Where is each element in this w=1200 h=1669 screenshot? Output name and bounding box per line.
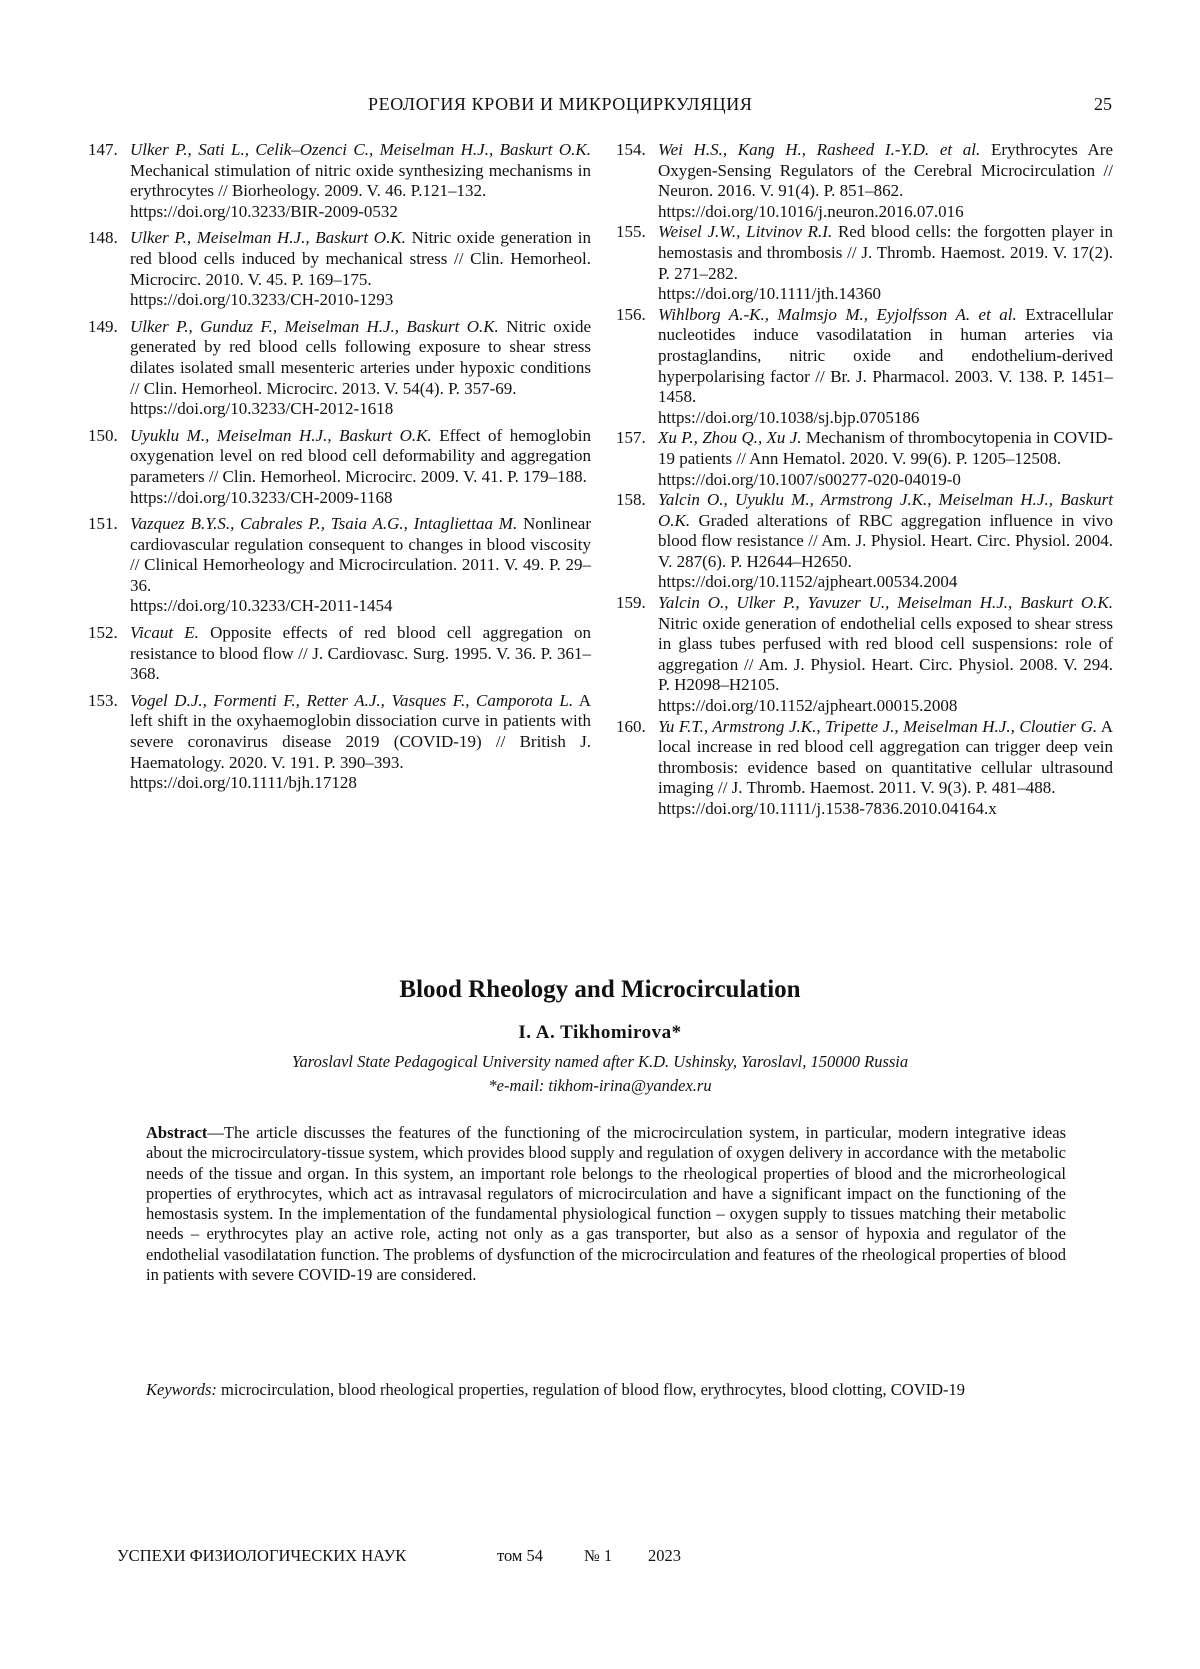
reference-authors: Ulker P., Sati L., Celik–Ozenci C., Meiselman H.J., Baskurt O.K. [130,140,591,159]
page-number: 25 [1094,94,1112,115]
reference-text: A left shift in the oxyhaemoglobin dissociation curve in patients with severe coronavirus disease 2019 (COVID-19) // British J. Haematology. 2020. V. 191. P. 390–393. [130,691,591,772]
reference-number: 157. [616,428,646,449]
reference-number: 159. [616,593,646,614]
reference-number: 147. [88,140,118,161]
reference-item [88,140,591,222]
footer-year: 2023 [648,1546,681,1566]
reference-number: 160. [616,717,646,738]
reference-number: 152. [88,623,118,644]
reference-text: Erythrocytes Are Oxygen-Sensing Regulators of the Cerebral Microcirculation // Neuron. 2016. V. 91(4). P. 851–862. [658,140,1113,200]
reference-text: Mechanism of thrombocytopenia in COVID-19 patients // Ann Hematol. 2020. V. 99(6). P. 1205–12508. [658,428,1113,468]
reference-number: 148. [88,228,118,249]
reference-text: Nitric oxide generation of endothelial cells exposed to shear stress in glass tubes perfused with red blood cell suspensions: role of aggregation // Am. J. Physiol. Heart. Circ. Physiol. 2008. V. 294. P. H2098–H2105. [658,614,1113,695]
author-affiliation: Yaroslavl State Pedagogical University named after K.D. Ushinsky, Yaroslavl, 150000 Russia [0,1052,1200,1072]
reference-doi[interactable]: https://doi.org/10.1111/jth.14360 [658,284,1113,305]
reference-text: Nonlinear cardiovascular regulation consequent to changes in blood viscosity // Clinical Hemorheology and Microcirculation. 2011. V. 49. P. 29–36. [130,514,591,595]
reference-item [616,140,1113,222]
footer-volume: том 54 [497,1546,543,1566]
reference-item [88,691,591,794]
reference-item [616,490,1113,593]
abstract-label: Abstract [146,1123,207,1142]
reference-authors: Weisel J.W., Litvinov R.I. [658,222,832,241]
reference-item [616,305,1113,429]
running-title: РЕОЛОГИЯ КРОВИ И МИКРОЦИРКУЛЯЦИЯ [368,94,753,115]
reference-text: Graded alterations of RBC aggregation influence in vivo blood flow resistance // Am. J. Physiol. Heart. Circ. Physiol. 2004. V. 287(6). P. H2644–H2650. [658,511,1113,571]
reference-item [88,514,591,617]
reference-authors: Uyuklu M., Meiselman H.J., Baskurt O.K. [130,426,432,445]
references-right-column [616,140,1113,820]
reference-doi[interactable]: https://doi.org/10.1152/ajpheart.00015.2008 [658,696,1113,717]
abstract [146,1123,1066,1285]
reference-doi[interactable]: https://doi.org/10.1111/j.1538-7836.2010.04164.x [658,799,1113,820]
reference-text: Red blood cells: the forgotten player in hemostasis and thrombosis // J. Thromb. Haemost. 2019. V. 17(2). P. 271–282. [658,222,1113,282]
keywords-text: microcirculation, blood rheological properties, regulation of blood flow, erythrocytes, blood clotting, COVID-19 [217,1380,965,1399]
reference-text: Mechanical stimulation of nitric oxide synthesizing mechanisms in erythrocytes // Biorheology. 2009. V. 46. P.121–132. [130,161,591,201]
reference-text: Nitric oxide generated by red blood cells following exposure to shear stress dilates isolated small mesenteric arteries under hypoxic conditions // Clin. Hemorheol. Microcirc. 2013. V. 54(4). P. 357-69. [130,317,591,398]
reference-text: Nitric oxide generation in red blood cells induced by mechanical stress // Clin. Hemorheol. Microcirc. 2010. V. 45. P. 169–175. [130,228,591,288]
reference-number: 154. [616,140,646,161]
reference-authors: Yalcin O., Ulker P., Yavuzer U., Meiselman H.J., Baskurt O.K. [658,593,1113,612]
reference-doi[interactable]: https://doi.org/10.1038/sj.bjp.0705186 [658,408,1113,429]
reference-doi[interactable]: https://doi.org/10.3233/BIR-2009-0532 [130,202,591,223]
reference-doi[interactable]: https://doi.org/10.1007/s00277-020-04019-0 [658,470,1113,491]
reference-number: 158. [616,490,646,511]
reference-item [88,317,591,420]
reference-number: 151. [88,514,118,535]
reference-text: Effect of hemoglobin oxygenation level on red blood cell deformability and aggregation parameters // Clin. Hemorheol. Microcirc. 2009. V. 41. P. 179–188. [130,426,591,486]
reference-number: 155. [616,222,646,243]
reference-text: A local increase in red blood cell aggregation can trigger deep vein thrombosis: evidence based on quantitative cellular ultrasound imaging // J. Thromb. Haemost. 2011. V. 9(3). P. 481–488. [658,717,1113,798]
reference-authors: Wei H.S., Kang H., Rasheed I.-Y.D. et al. [658,140,980,159]
reference-doi[interactable]: https://doi.org/10.3233/CH-2010-1293 [130,290,591,311]
author-email: *e-mail: tikhom-irina@yandex.ru [0,1076,1200,1096]
reference-authors: Yu F.T., Armstrong J.K., Tripette J., Meiselman H.J., Cloutier G. [658,717,1097,736]
reference-authors: Yalcin O., Uyuklu M., Armstrong J.K., Meiselman H.J., Baskurt O.K. [658,490,1113,530]
reference-authors: Vazquez B.Y.S., Cabrales P., Tsaia A.G., Intagliettaa M. [130,514,517,533]
reference-authors: Vogel D.J., Formenti F., Retter A.J., Vasques F., Camporota L. [130,691,573,710]
footer-journal: УСПЕХИ ФИЗИОЛОГИЧЕСКИХ НАУК [117,1546,406,1566]
reference-item [616,593,1113,717]
keywords-label: Keywords: [146,1380,217,1399]
reference-authors: Ulker P., Meiselman H.J., Baskurt O.K. [130,228,406,247]
reference-doi[interactable]: https://doi.org/10.3233/CH-2011-1454 [130,596,591,617]
footer-issue: № 1 [584,1546,612,1566]
reference-text: Extracellular nucleotides induce vasodilatation in human arteries via prostaglandins, nitric oxide and endothelium-derived hyperpolarising factor // Br. J. Pharmacol. 2003. V. 138. P. 1451–1458. [658,305,1113,406]
reference-doi[interactable]: https://doi.org/10.1152/ajpheart.00534.2004 [658,572,1113,593]
reference-doi[interactable]: https://doi.org/10.1016/j.neuron.2016.07.016 [658,202,1113,223]
reference-authors: Xu P., Zhou Q., Xu J. [658,428,802,447]
reference-authors: Vicaut E. [130,623,199,642]
reference-number: 150. [88,426,118,447]
reference-doi[interactable]: https://doi.org/10.3233/CH-2009-1168 [130,488,591,509]
reference-item [88,228,591,310]
article-title: Blood Rheology and Microcirculation [0,976,1200,1004]
reference-number: 149. [88,317,118,338]
keywords [146,1380,1066,1400]
reference-item [88,426,591,508]
reference-number: 156. [616,305,646,326]
reference-doi[interactable]: https://doi.org/10.3233/CH-2012-1618 [130,399,591,420]
reference-authors: Wihlborg A.-K., Malmsjo M., Eyjolfsson A. et al. [658,305,1017,324]
reference-item [616,222,1113,304]
reference-text: Opposite effects of red blood cell aggregation on resistance to blood flow // J. Cardiovasc. Surg. 1995. V. 36. P. 361–368. [130,623,591,683]
reference-number: 153. [88,691,118,712]
reference-authors: Ulker P., Gunduz F., Meiselman H.J., Baskurt O.K. [130,317,499,336]
article-author: I. A. Tikhomirova* [0,1022,1200,1044]
reference-doi[interactable]: https://doi.org/10.1111/bjh.17128 [130,773,591,794]
reference-item [88,623,591,685]
references-left-column [88,140,591,800]
abstract-text: —The article discusses the features of the functioning of the microcirculation system, in particular, modern integrative ideas about the microcirculatory-tissue system, which provides blood supply and regulation of oxygen delivery in accordance with the metabolic needs of the tissue and organ. In this system, an important role belongs to the rheological properties of blood and the microrheological properties of erythrocytes, which act as intravasal regulators of microcirculation and have a significant impact on the functioning of the hemostasis system. In the implementation of the fundamental physiological function – oxygen supply to tissues matching their metabolic needs – erythrocytes play an active role, acting not only as a gas transporter, but also as a sensor of hypoxia and regulator of the endothelial vasodilatation function. The problems of dysfunction of the microcirculation and features of the rheological properties of blood in patients with severe COVID-19 are considered. [146,1123,1066,1284]
reference-item [616,428,1113,490]
reference-item [616,717,1113,820]
